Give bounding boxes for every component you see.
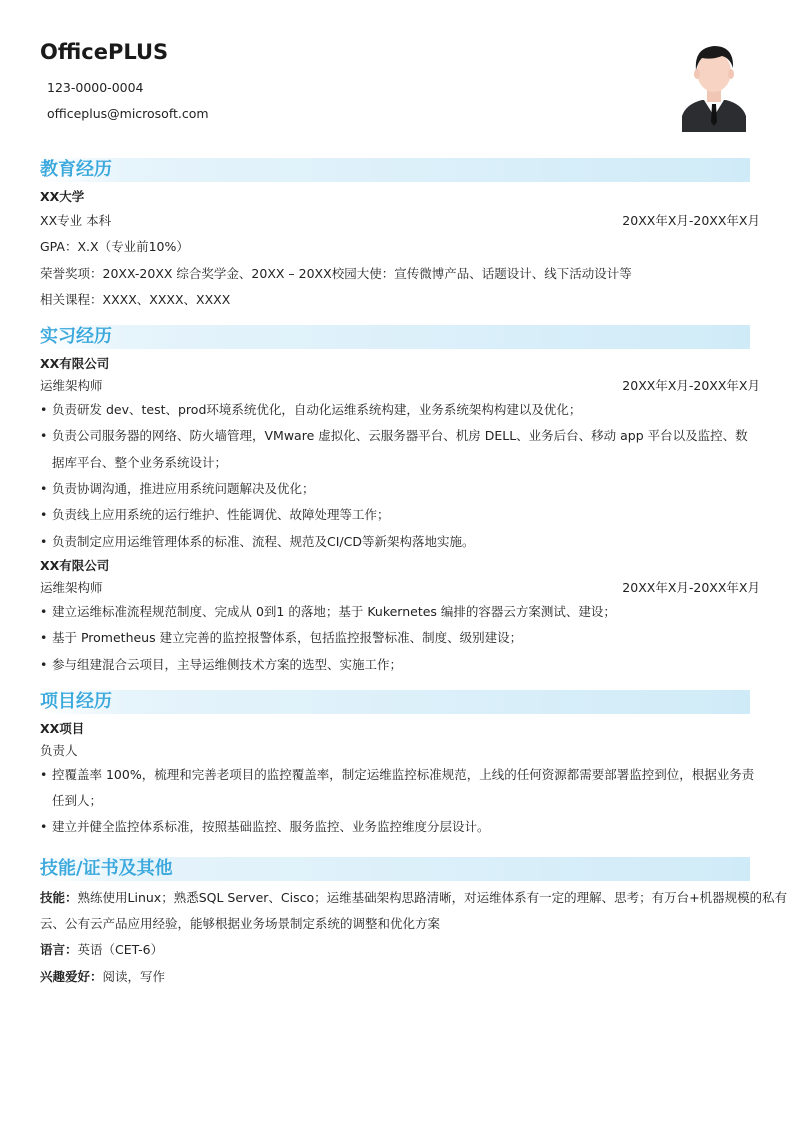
school-name: XX大学 [40, 189, 85, 204]
job-bullet: • 负责制定应用运维管理体系的标准、流程、规范及CI/CD等新架构落地实施。 [40, 529, 760, 555]
email-address: officeplus@microsoft.com [47, 106, 209, 121]
avatar [678, 38, 750, 132]
job-role: 运维架构师 [40, 579, 103, 595]
project-role: 负责人 [40, 742, 78, 758]
skills-label: 技能： [40, 889, 78, 905]
job-role: 运维架构师 [40, 378, 103, 394]
skills-section-header [40, 857, 750, 881]
hobby-label: 兴趣爱好： [40, 968, 103, 984]
language-line [40, 937, 760, 963]
education-section-title: 教育经历 [40, 159, 112, 180]
job-bullet: • 负责线上应用系统的运行维护、性能调优、故障处理等工作； [40, 502, 760, 528]
skills-section [40, 885, 788, 990]
phone-number: 123-0000-0004 [47, 80, 144, 95]
company-name: XX有限公司 [40, 557, 110, 573]
internship-section [40, 353, 760, 678]
job-period: 20XX年X月-20XX年X月 [622, 378, 760, 394]
language-label: 语言： [40, 942, 78, 958]
skills-text-continued: 云、公有云产品应用经验，能够根据业务场景制定系统的调整和优化方案 [40, 916, 441, 932]
education-period: 20XX年X月-20XX年X月 [622, 213, 760, 228]
hobby-text: 阅读，写作 [102, 968, 166, 984]
project-section-title: 项目经历 [40, 690, 112, 712]
education-major: XX专业 本科 [40, 213, 112, 228]
project-bullet: • 建立并健全监控体系标准，按照基础监控、服务监控、业务监控维度分层设计。 [40, 814, 760, 840]
internship-job [40, 353, 760, 555]
project-section [40, 718, 760, 841]
project-name: XX项目 [40, 720, 85, 736]
internship-section-header [40, 325, 750, 349]
project-section-header [40, 690, 750, 714]
job-bullet: • 负责公司服务器的网络、防火墙管理，VMware 虚拟化、云服务器平台、机房 DELL、业务后台、移动 app 平台以及监控、数据库平台、整个业务系统设计； [40, 423, 760, 476]
education-major-row [40, 208, 760, 234]
education-section [40, 186, 760, 313]
job-bullet: • 基于 Prometheus 建立完善的监控报警体系，包括监控报警标准、制度、级别建设； [40, 625, 760, 651]
job-bullet: • 负责研发 dev、test、prod环境系统优化，自动化运维系统构建，业务系统架构构建以及优化； [40, 397, 760, 423]
job-bullet: • 负责协调沟通，推进应用系统问题解决及优化； [40, 476, 760, 502]
candidate-name: OfficePLUS [40, 40, 169, 64]
job-bullet: • 参与组建混合云项目，主导运维侧技术方案的选型、实施工作； [40, 652, 760, 678]
skills-text: 熟练使用Linux；熟悉SQL Server、Cisco；运维基础架构思路清晰，对运维体系有一定的理解、思考；有万台+机器规模的私有 [77, 889, 788, 905]
education-gpa: GPA：X.X（专业前10%） [40, 239, 189, 255]
project-bullet: • 控覆盖率 100%，梳理和完善老项目的监控覆盖率，制定运维监控标准规范，上线的任何资源都需要部署监控到位，根据业务责任到人； [40, 762, 760, 815]
skills-section-title: 技能/证书及其他 [40, 857, 173, 879]
job-role-row [40, 577, 760, 599]
skills-line [40, 885, 788, 911]
education-honors: 荣誉奖项：20XX-20XX 综合奖学金、20XX – 20XX校园大使：宣传微博产品、话题设计、线下活动设计等 [40, 265, 632, 281]
hobby-line [40, 964, 760, 990]
internship-section-title: 实习经历 [40, 326, 112, 348]
resume-header [40, 0, 760, 150]
education-courses: 相关课程：XXXX、XXXX、XXXX [40, 291, 231, 307]
language-text: 英语（CET-6） [77, 942, 164, 958]
company-name: XX有限公司 [40, 356, 110, 372]
job-bullet: • 建立运维标准流程规范制度、完成从 0到1 的落地；基于 Kukernetes 编排的容器云方案测试、建设； [40, 599, 760, 625]
education-section-header [40, 158, 750, 182]
job-period: 20XX年X月-20XX年X月 [622, 579, 760, 595]
job-role-row [40, 375, 760, 397]
internship-job [40, 555, 760, 678]
